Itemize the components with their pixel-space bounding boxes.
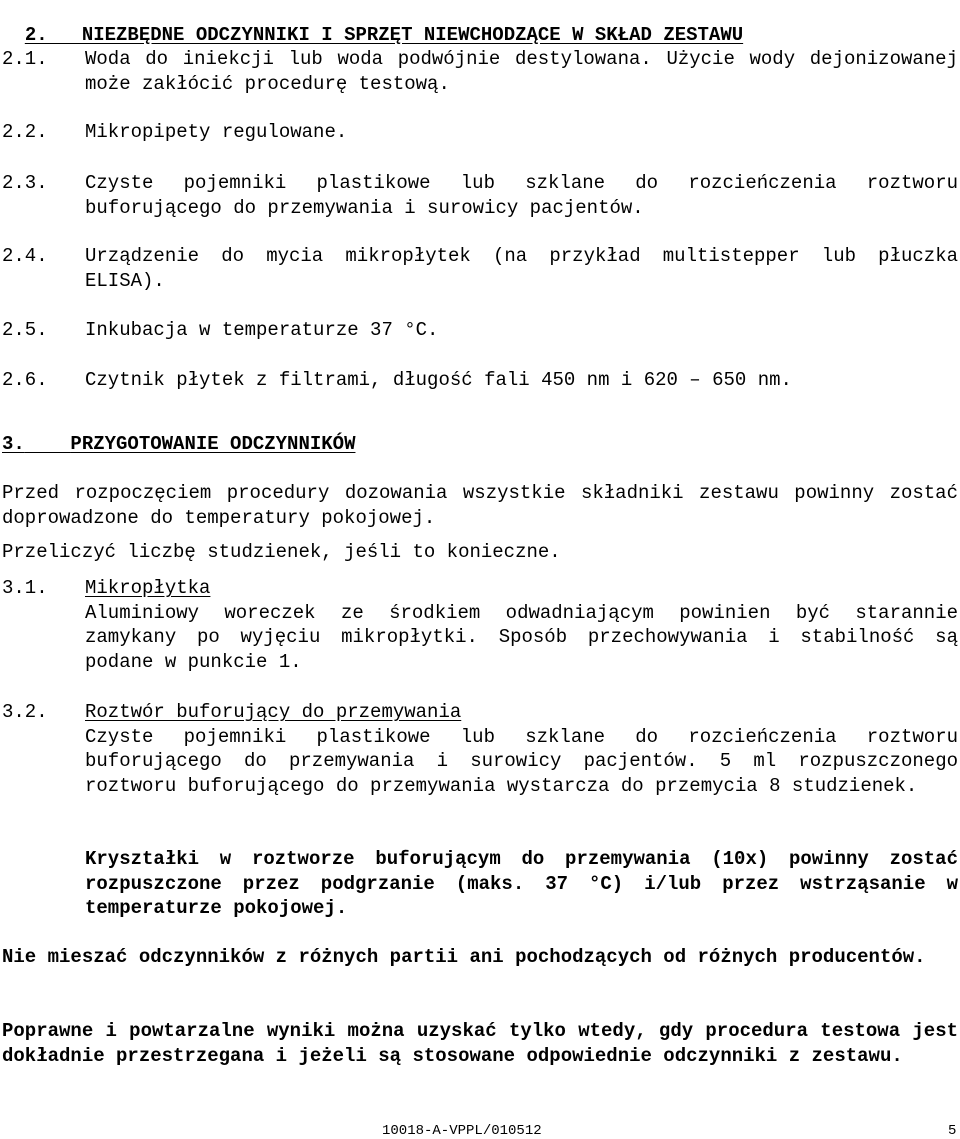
subsection-number: 3.2. [2, 701, 48, 723]
item-number: 2.6. [2, 369, 48, 391]
item-number: 2.2. [2, 121, 48, 143]
subsection-number: 3.1. [2, 577, 48, 599]
item-number: 2.3. [2, 172, 48, 194]
item-number: 2.1. [2, 48, 48, 70]
section-3-heading [2, 432, 355, 457]
intro-count-note: Przeliczyć liczbę studzienek, jeśli to konieczne. [2, 541, 561, 563]
item-text: Czyste pojemniki plastikowe lub szklane do rozcieńczenia roztworu buforującego do przemywania i surowicy pacjentów. [85, 172, 958, 219]
subsection-text: Aluminiowy woreczek ze środkiem odwadniającym powinien być starannie zamykany po wyjęciu mikropłytki. Sposób przechowywania i stabilność są podane w punkcie 1. [85, 601, 958, 673]
subsection-title: Mikropłytka [85, 577, 211, 599]
crystals-note: Kryształki w roztworze buforującym do przemywania (10x) powinny zostać rozpuszczone przez podgrzanie (maks. 37 °C) i/lub przez wstrząsanie w temperaturze pokojowej. [85, 848, 958, 920]
subsection-title: Roztwór buforujący do przemywania [85, 701, 462, 723]
section-3-title: PRZYGOTOWANIE ODCZYNNIKÓW [70, 433, 356, 455]
subsection-text: Czyste pojemniki plastikowe lub szklane do rozcieńczenia roztworu buforującego do przemywania i surowicy pacjentów. 5 ml rozpuszczonego roztworu buforującego do przemywania wystarcza do przemycia 8 studzienek. [85, 725, 958, 797]
item-text: Mikropipety regulowane. [85, 121, 348, 143]
item-text: Inkubacja w temperaturze 37 °C. [85, 319, 439, 341]
section-2-heading: 2. NIEZBĘDNE ODCZYNNIKI I SPRZĘT NIEWCHODZĄCE W SKŁAD ZESTAWU [24, 23, 744, 46]
item-number: 2.5. [2, 319, 48, 341]
warning-lots: Nie mieszać odczynników z różnych partii ani pochodzących od różnych producentów. [2, 946, 926, 968]
footer-doc-code: 10018-A-VPPL/010512 [382, 1123, 542, 1139]
warning-procedure: Poprawne i powtarzalne wyniki można uzyskać tylko wtedy, gdy procedura testowa jest dokładnie przestrzegana i jeżeli są stosowane odpowiednie odczynniki z zestawu. [2, 1020, 958, 1067]
item-number: 2.4. [2, 245, 48, 267]
item-text: Urządzenie do mycia mikropłytek (na przykład multistepper lub płuczka ELISA). [85, 245, 958, 292]
intro-paragraph: Przed rozpoczęciem procedury dozowania wszystkie składniki zestawu powinny zostać doprowadzone do temperatury pokojowej. [2, 482, 958, 529]
item-text: Czytnik płytek z filtrami, długość fali 450 nm i 620 – 650 nm. [85, 369, 792, 391]
section-3-number: 3. [2, 433, 25, 455]
item-text: Woda do iniekcji lub woda podwójnie destylowana. Użycie wody dejonizowanej może zakłócić procedurę testową. [85, 48, 958, 95]
footer-page-number: 5 [948, 1123, 957, 1139]
